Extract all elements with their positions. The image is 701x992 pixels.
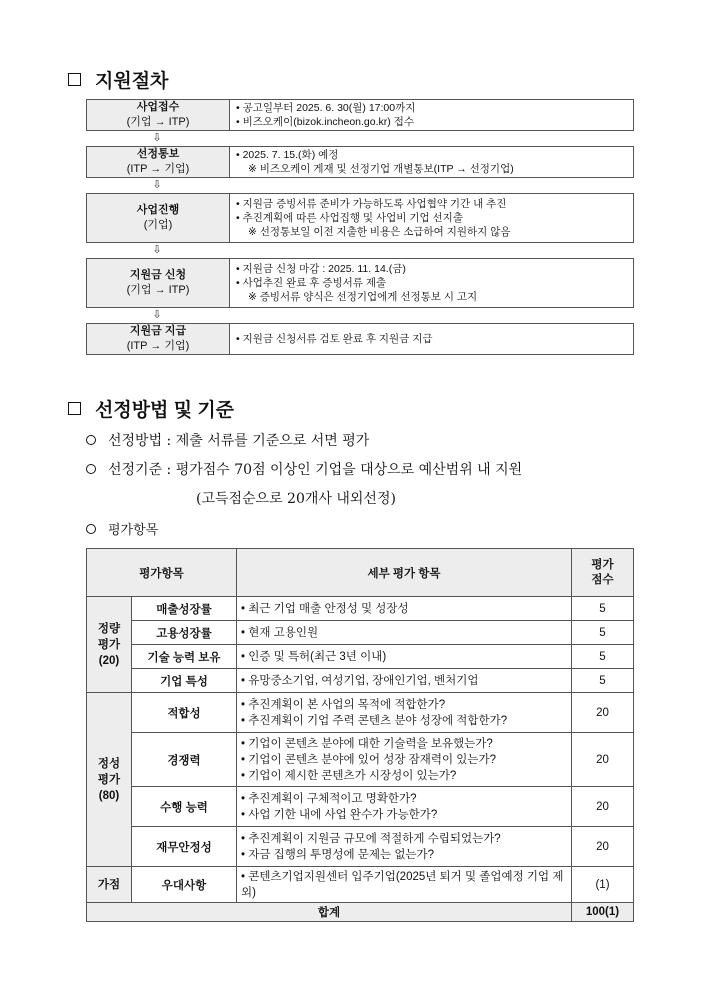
process-step — [86, 193, 634, 243]
square-bullet-icon — [68, 73, 81, 86]
table-row — [87, 597, 634, 621]
step-content — [230, 147, 633, 177]
detail-bullet: • 콘텐츠기업지원센터 입주기업(2025년 퇴거 및 졸업예정 기업 제외) — [241, 869, 567, 901]
detail-cell — [237, 867, 572, 903]
category-cell: 정성 평가 (80) — [87, 693, 132, 867]
eval-items-label: 평가항목 — [86, 519, 158, 538]
step-title: 선정통보 — [136, 148, 180, 160]
score-cell: 20 — [572, 787, 634, 827]
circle-bullet-icon — [86, 464, 96, 474]
step-direction: (기업 → ITP) — [126, 116, 190, 128]
square-bullet-icon — [68, 402, 81, 415]
down-arrow-icon: ⇩ — [152, 309, 162, 321]
item-cell: 우대사항 — [132, 867, 237, 903]
table-header-row — [87, 549, 634, 597]
score-cell: 5 — [572, 621, 634, 645]
detail-cell — [237, 597, 572, 621]
item-cell: 적합성 — [132, 693, 237, 733]
table-row — [87, 867, 634, 903]
process-step — [86, 99, 634, 131]
total-label: 합계 — [87, 903, 572, 922]
step-title: 사업진행 — [136, 204, 180, 216]
score-cell: 20 — [572, 733, 634, 787]
step-label — [87, 147, 230, 177]
step-content — [230, 194, 633, 242]
evaluation-table — [86, 548, 634, 922]
detail-bullet: • 유망중소기업, 여성기업, 장애인기업, 벤처기업 — [241, 673, 567, 689]
detail-cell — [237, 645, 572, 669]
step-title: 지원금 신청 — [129, 269, 187, 281]
step-bullet: • 비즈오케이(bizok.incheon.go.kr) 접수 — [236, 115, 627, 129]
detail-bullet: • 추진계획이 본 사업의 목적에 적합한가? — [241, 697, 567, 713]
section-title: 지원절차 — [95, 71, 169, 92]
step-label — [87, 259, 230, 307]
score-cell: 20 — [572, 693, 634, 733]
header-detail: 세부 평가 항목 — [237, 549, 572, 597]
table-row — [87, 827, 634, 867]
detail-bullet: • 추진계획이 기업 주력 콘텐츠 분야 성장에 적합한가? — [241, 713, 567, 729]
detail-cell — [237, 669, 572, 693]
item-cell: 수행 능력 — [132, 787, 237, 827]
item-cell: 재무안정성 — [132, 827, 237, 867]
category-cell: 가점 — [87, 867, 132, 903]
step-direction: (ITP → 기업) — [126, 340, 190, 352]
down-arrow-icon: ⇩ — [152, 132, 162, 144]
detail-cell — [237, 621, 572, 645]
detail-bullet: • 인증 및 특허(최근 3년 이내) — [241, 649, 567, 665]
score-cell: 5 — [572, 597, 634, 621]
header-eval-item: 평가항목 — [87, 549, 237, 597]
step-content — [230, 259, 633, 307]
table-row — [87, 693, 634, 733]
header-score: 평가 점수 — [572, 549, 634, 597]
step-content — [230, 100, 633, 130]
section-heading-procedure — [68, 66, 168, 93]
step-label — [87, 324, 230, 354]
item-cell: 경쟁력 — [132, 733, 237, 787]
detail-cell — [237, 787, 572, 827]
down-arrow-icon: ⇩ — [152, 179, 162, 191]
detail-bullet: • 사업 기한 내에 사업 완수가 가능한가? — [241, 807, 567, 823]
table-row — [87, 645, 634, 669]
detail-bullet: • 추진계획이 구체적이고 명확한가? — [241, 791, 567, 807]
detail-cell — [237, 827, 572, 867]
detail-bullet: • 추진계획이 지원금 규모에 적절하게 수립되었는가? — [241, 831, 567, 847]
process-step — [86, 323, 634, 355]
item-cell: 기술 능력 보유 — [132, 645, 237, 669]
method-item: 선정방법 : 제출 서류를 기준으로 서면 평가 — [86, 430, 369, 450]
step-direction: (ITP → 기업) — [126, 163, 190, 175]
step-bullet: • 2025. 7. 15.(화) 예정 — [236, 148, 627, 162]
step-content — [230, 324, 633, 354]
detail-bullet: • 기업이 콘텐츠 분야에 있어 성장 잠재력이 있는가? — [241, 752, 567, 768]
step-bullet: • 공고일부터 2025. 6. 30(월) 17:00까지 — [236, 101, 627, 115]
table-row — [87, 621, 634, 645]
detail-cell — [237, 733, 572, 787]
process-step — [86, 146, 634, 178]
section-heading-selection — [68, 395, 234, 422]
table-row — [87, 787, 634, 827]
detail-cell — [237, 693, 572, 733]
item-cell: 기업 특성 — [132, 669, 237, 693]
section-title: 선정방법 및 기준 — [95, 400, 235, 421]
step-bullet: • 지원금 증빙서류 준비가 가능하도록 사업협약 기간 내 추진 — [236, 197, 627, 211]
down-arrow-icon: ⇩ — [152, 244, 162, 256]
process-step — [86, 258, 634, 308]
step-bullet: • 지원금 신청서류 검토 완료 후 지원금 지급 — [236, 332, 627, 346]
criteria-note: (고득점순으로 20개사 내외선정) — [196, 491, 396, 507]
score-cell: 5 — [572, 645, 634, 669]
step-direction: (기업 → ITP) — [126, 284, 190, 296]
step-note: ※ 비즈오케이 게재 및 선정기업 개별통보(ITP → 선정기업) — [248, 163, 514, 175]
item-cell: 고용성장률 — [132, 621, 237, 645]
step-note: ※ 증빙서류 양식은 선정기업에게 선정통보 시 고지 — [248, 291, 478, 303]
step-note: ※ 선정통보일 이전 지출한 비용은 소급하여 지원하지 않음 — [248, 226, 511, 238]
table-row — [87, 669, 634, 693]
score-cell: 20 — [572, 827, 634, 867]
detail-bullet: • 최근 기업 매출 안정성 및 성장성 — [241, 601, 567, 617]
total-score: 100(1) — [572, 903, 634, 922]
criteria-item: 선정기준 : 평가점수 70점 이상인 기업을 대상으로 예산범위 내 지원 — [86, 459, 522, 479]
step-bullet: • 추진계획에 따른 사업집행 및 사업비 기업 선지출 — [236, 211, 627, 225]
circle-bullet-icon — [86, 435, 96, 445]
table-row — [87, 733, 634, 787]
score-cell: 5 — [572, 669, 634, 693]
total-row — [87, 903, 634, 922]
step-title: 지원금 지급 — [129, 325, 187, 337]
category-cell: 정량 평가 (20) — [87, 597, 132, 693]
step-bullet: • 사업추진 완료 후 증빙서류 제출 — [236, 276, 627, 290]
score-cell: (1) — [572, 867, 634, 903]
step-bullet: • 지원금 신청 마감 : 2025. 11. 14.(금) — [236, 262, 627, 276]
detail-bullet: • 자금 집행의 투명성에 문제는 없는가? — [241, 847, 567, 863]
step-direction: (기업) — [143, 219, 173, 231]
step-title: 사업접수 — [136, 101, 180, 113]
detail-bullet: • 현재 고용인원 — [241, 625, 567, 641]
circle-bullet-icon — [86, 524, 96, 534]
step-label — [87, 100, 230, 130]
step-label — [87, 194, 230, 242]
detail-bullet: • 기업이 제시한 콘텐츠가 시장성이 있는가? — [241, 768, 567, 784]
item-cell: 매출성장률 — [132, 597, 237, 621]
detail-bullet: • 기업이 콘텐츠 분야에 대한 기술력을 보유했는가? — [241, 736, 567, 752]
process-flow — [86, 99, 634, 355]
